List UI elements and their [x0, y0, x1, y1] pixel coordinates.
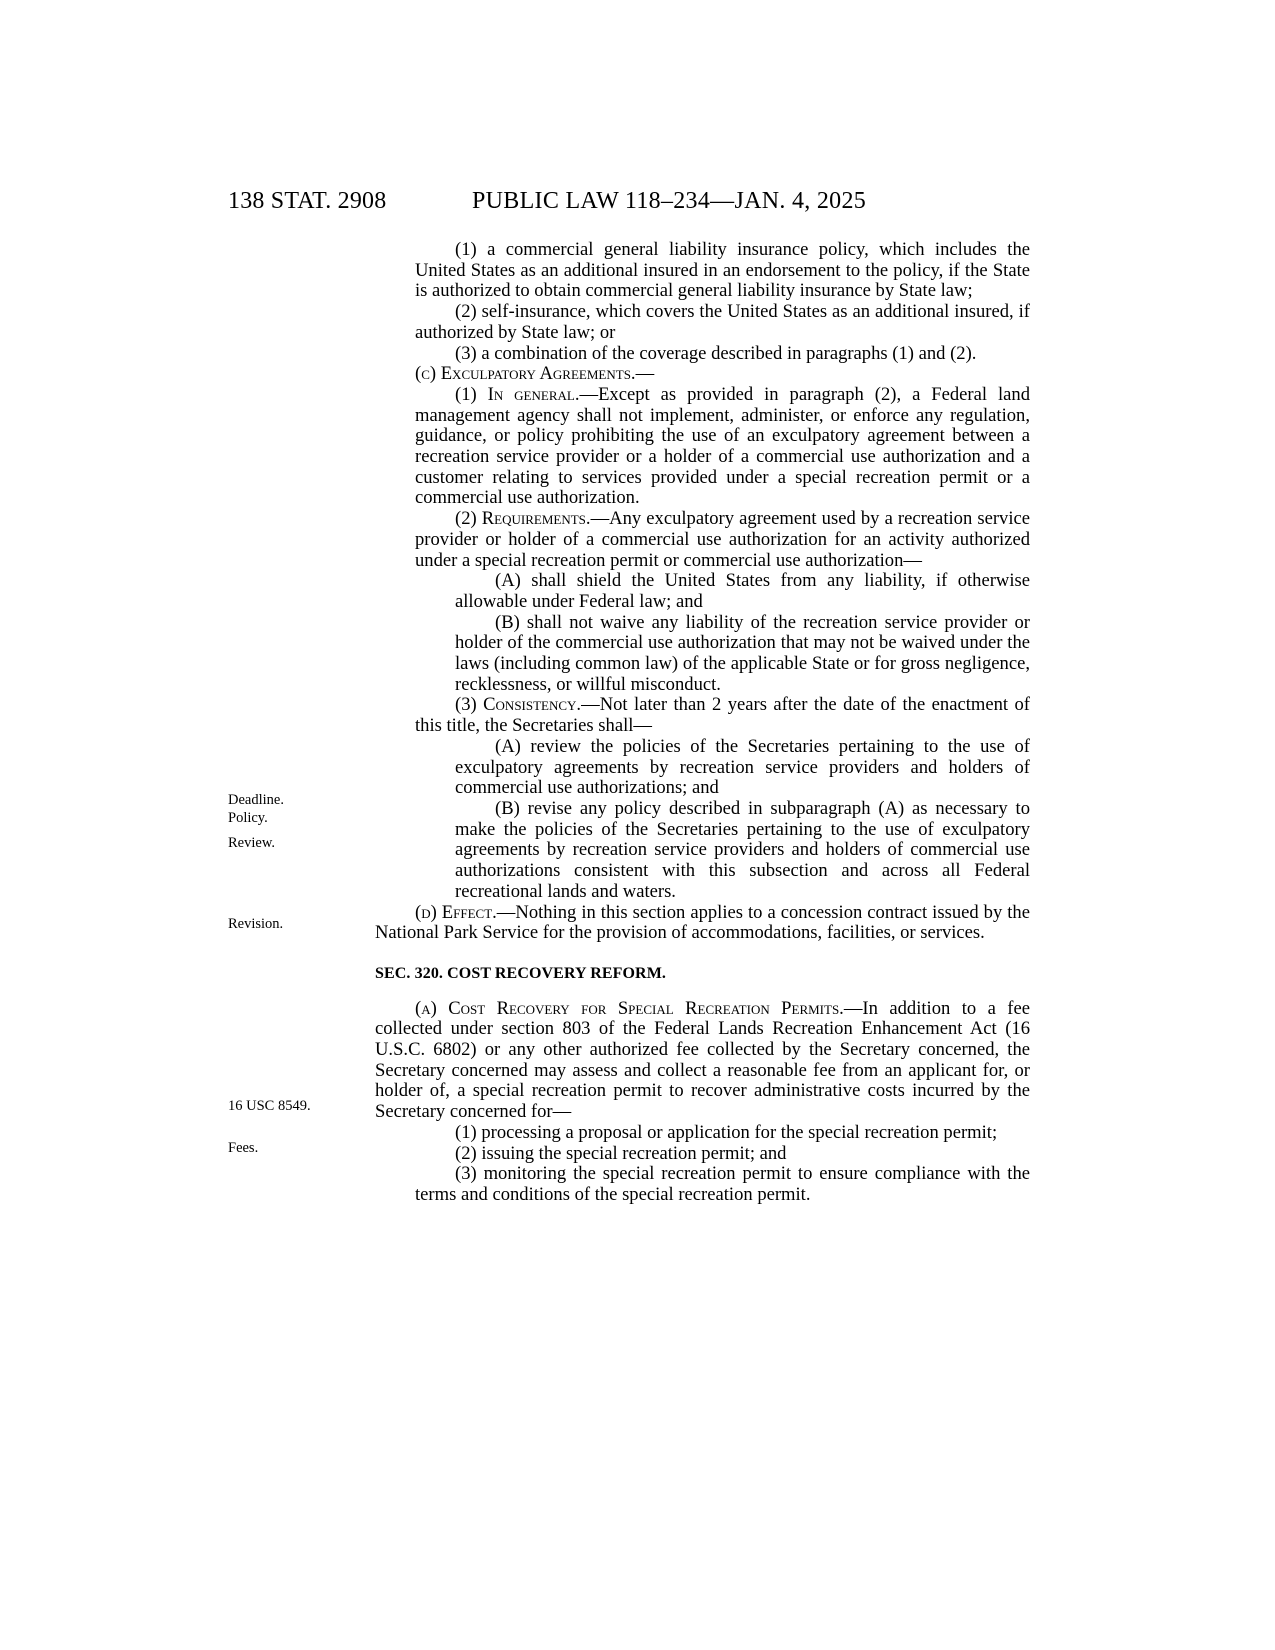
paragraph-c3 — [375, 695, 1030, 736]
paragraph-a3: (3) monitoring the special recreation permit to ensure compliance with the terms and conditions of the special recreation permit. — [415, 1163, 1030, 1205]
subparagraph-c2b: (B) shall not waive any liability of the recreation service provider or holder of the commercial use authorization that may not be waived under the laws (including common law) of the applicable State or for gross negligence, recklessness, or willful misconduct. — [455, 611, 1030, 695]
paragraph-c1-heading: (1) In general. — [455, 383, 580, 405]
subsection-c-heading-text: (c) Exculpatory Agreements.— — [415, 363, 655, 385]
statute-text — [375, 240, 1030, 1206]
subsection-d-heading: (d) Effect. — [415, 901, 497, 923]
margin-note-fees: Fees. — [228, 1140, 259, 1156]
section-320-heading: SEC. 320. COST RECOVERY REFORM. — [375, 964, 667, 982]
paragraph-c3-heading: (3) Consistency. — [455, 694, 582, 716]
subsection-d — [375, 903, 1030, 944]
subsection-d-text: —Nothing in this section applies to a concession contract issued by the National Park Service for the provision of accommodations, facilities, or services. — [375, 901, 1030, 944]
margin-note-deadline: Deadline. — [228, 792, 284, 808]
paragraph-c1 — [375, 385, 1030, 509]
paragraph-a1: (1) processing a proposal or application for the special recreation permit; — [455, 1121, 998, 1143]
paragraph-a2: (2) issuing the special recreation permit; and — [455, 1142, 787, 1164]
paragraph-b1: (1) a commercial general liability insurance policy, which includes the United States as an additional insured in an endorsement to the policy, if the State is authorized to obtain commercial general liability insurance by State law; — [415, 239, 1030, 302]
paragraph-b3: (3) a combination of the coverage described in paragraphs (1) and (2). — [455, 342, 977, 364]
margin-note-revision: Revision. — [228, 916, 284, 932]
margin-note-policy: Policy. — [228, 810, 268, 826]
subparagraph-c3a: (A) review the policies of the Secretaries pertaining to the use of exculpatory agreements by recreation service providers and holders of commercial use authorizations; and — [455, 735, 1030, 799]
margin-note-usc: 16 USC 8549. — [228, 1098, 311, 1114]
subsection-a-heading: (a) Cost Recovery for Special Recreation Permits. — [415, 997, 844, 1019]
paragraph-c1-text: —Except as provided in paragraph (2), a Federal land management agency shall not implement, administer, or enforce any regulation, guidance, or policy prohibiting the use of an exculpatory agreement between a recreation service provider or a holder of a commercial use authorization and a customer relating to services provided under a special recreation permit or a commercial use authorization. — [415, 383, 1030, 509]
page-stat-number: 138 STAT. 2908 — [228, 188, 387, 214]
subsection-a — [375, 999, 1030, 1123]
margin-note-review: Review. — [228, 835, 275, 851]
paragraph-c2-heading: (2) Requirements. — [455, 508, 591, 530]
paragraph-c3-text: —Not later than 2 years after the date of the enactment of this title, the Secretaries shall— — [415, 694, 1030, 737]
paragraph-c2-text: —Any exculpatory agreement used by a recreation service provider or holder of a commercial use authorization for an activity authorized under a special recreation permit or commercial use authorization— — [415, 508, 1030, 571]
paragraph-b2: (2) self-insurance, which covers the United States as an additional insured, if authorized by State law; or — [415, 301, 1030, 343]
subparagraph-c2a: (A) shall shield the United States from any liability, if otherwise allowable under Federal law; and — [455, 570, 1030, 612]
running-header: PUBLIC LAW 118–234—JAN. 4, 2025 — [472, 188, 867, 214]
subsection-a-text: —In addition to a fee collected under section 803 of the Federal Lands Recreation Enhancement Act (16 U.S.C. 6802) or any other authorized fee collected by the Secretary concerned, the Secretary concerned may assess and collect a reasonable fee from an applicant for, or holder of, a special recreation permit to recover administrative costs incurred by the Secretary concerned for— — [375, 997, 1030, 1123]
subsection-c-heading — [375, 364, 1030, 385]
subparagraph-c3b: (B) revise any policy described in subparagraph (A) as necessary to make the policies of the Secretaries pertaining to the use of exculpatory agreements by recreation service providers and holders of commercial use authorizations consistent with this subsection and across all Federal recreational lands and waters. — [455, 797, 1030, 902]
paragraph-c2 — [375, 509, 1030, 571]
